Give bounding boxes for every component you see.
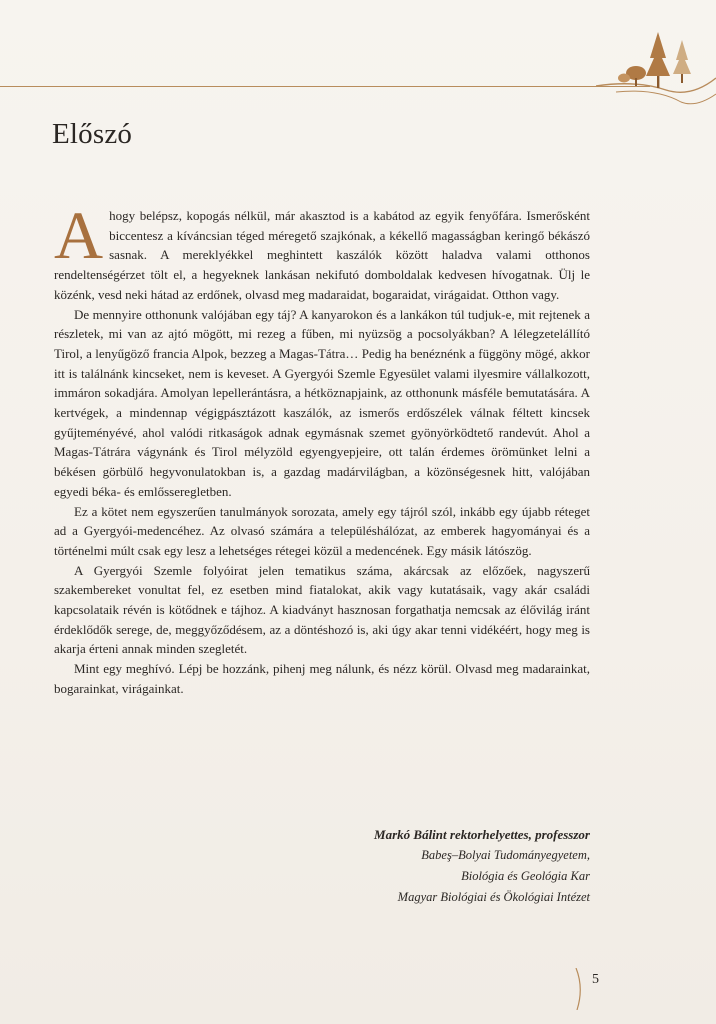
signature-faculty: Biológia és Geológia Kar [461,869,590,883]
body-text [54,197,590,699]
paragraph-4: A Gyergyói Szemle folyóirat jelen tematikus száma, akárcsak az előzőek, nagyszerű szakembereket vonultat fel, ez esetben mind fiatalokat, akik vagy kutatásaik, vagy akár családi kapcsolataik révén is kötődnek e tájhoz. A kiadványt hasznosan forgathatja nemcsak az élővilág iránt érdeklődők serege, de, meggyőződésem, az a döntéshozó is, aki úgy akar tenni vidékéért, hogy meg is akarja érteni annak minden szegletét. [54,562,590,657]
signature-institute: Magyar Biológiai és Ökológiai Intézet [397,890,590,904]
page-number-ornament [575,968,585,1010]
trees-landscape-icon [596,18,716,108]
signature-name: Markó Bálint rektorhelyettes, professzor [374,827,590,842]
paragraph-2: De mennyire otthonunk valójában egy táj? A kanyarokon és a lankákon túl tudjuk-e, mit rejtenek a részletek, mi van az ajtó mögött, mi rezeg a fűben, mi nyüzsög a pocsolyákban? A lélegzetelállító Tirol, a lenyűgöző francia Alpok, bezzeg a Magas-Tátra… Pedig ha benéznénk a függöny mögé, akkor itt is találnánk kincseket, nem is keveset. A Gyergyói Szemle Egyesület valami ilyesmire vállalkozott, immáron sokadjára. Amolyan lepellerántásra, a hétköznapjaink, az otthonunk másféle bemutatására. A kertvégek, a mindennap végigpásztázott kaszálók, az ismerős erdőszélek válnak féltett kincsek gyűjteményévé, ahol valódi ritkaságok adnak egymásnak szemet gyönyörködtető randevút. Ahol a Magas-Tátrára vágynánk és Tirol mélyzöld egyengyepjeire, ott talán érdemes örömünket lelni a békésen görbülő hegyvonulatokban is, a gazdag madárvilágban, a közönségesnek hitt, valójában egyedi béka- és emlősseregletben. [54,306,590,499]
paragraph-5: Mint egy meghívó. Lépj be hozzánk, pihenj meg nálunk, és nézz körül. Olvasd meg madarainkat, bogarainkat, virágainkat. [54,661,590,696]
page-number: 5 [592,972,599,987]
signature-block [374,824,590,908]
signature-university: Babeş–Bolyai Tudományegyetem, [421,848,590,862]
paragraph-1-text: hogy belépsz, kopogás nélkül, már akasztod is a kabátod az egyik fenyőfára. Ismerősként biccentesz a kíváncsian téged méregető szajkónak, a kékellő magasságban keringő békászó sasnak. A mereklyékkel meghintett kaszálók között haladva valami otthonos rendeltenségérzet tölt el, a hegyeknek lankásan nekifutó domboldalak kedvesen hívogatnak. Ülj le közénk, vesd neki hátad az erdőnek, olvasd meg madaraidat, bogaraidat, virágaidat. Otthon vagy. [54,208,590,302]
paragraph-1 [54,197,590,305]
page-title: Előszó [52,118,133,150]
header-rule [0,86,650,87]
dropcap-letter: A [54,197,104,273]
paragraph-3: Ez a kötet nem egyszerűen tanulmányok sorozata, amely egy tájról szól, inkább egy újabb réteget ad a Gyergyói-medencéhez. Az olvasó számára a településhálózat, az emberek hagyományai és a történelmi múlt csak egy lesz a lehetséges rétegei közül a medencének. Egy másik látószög. [54,503,590,558]
